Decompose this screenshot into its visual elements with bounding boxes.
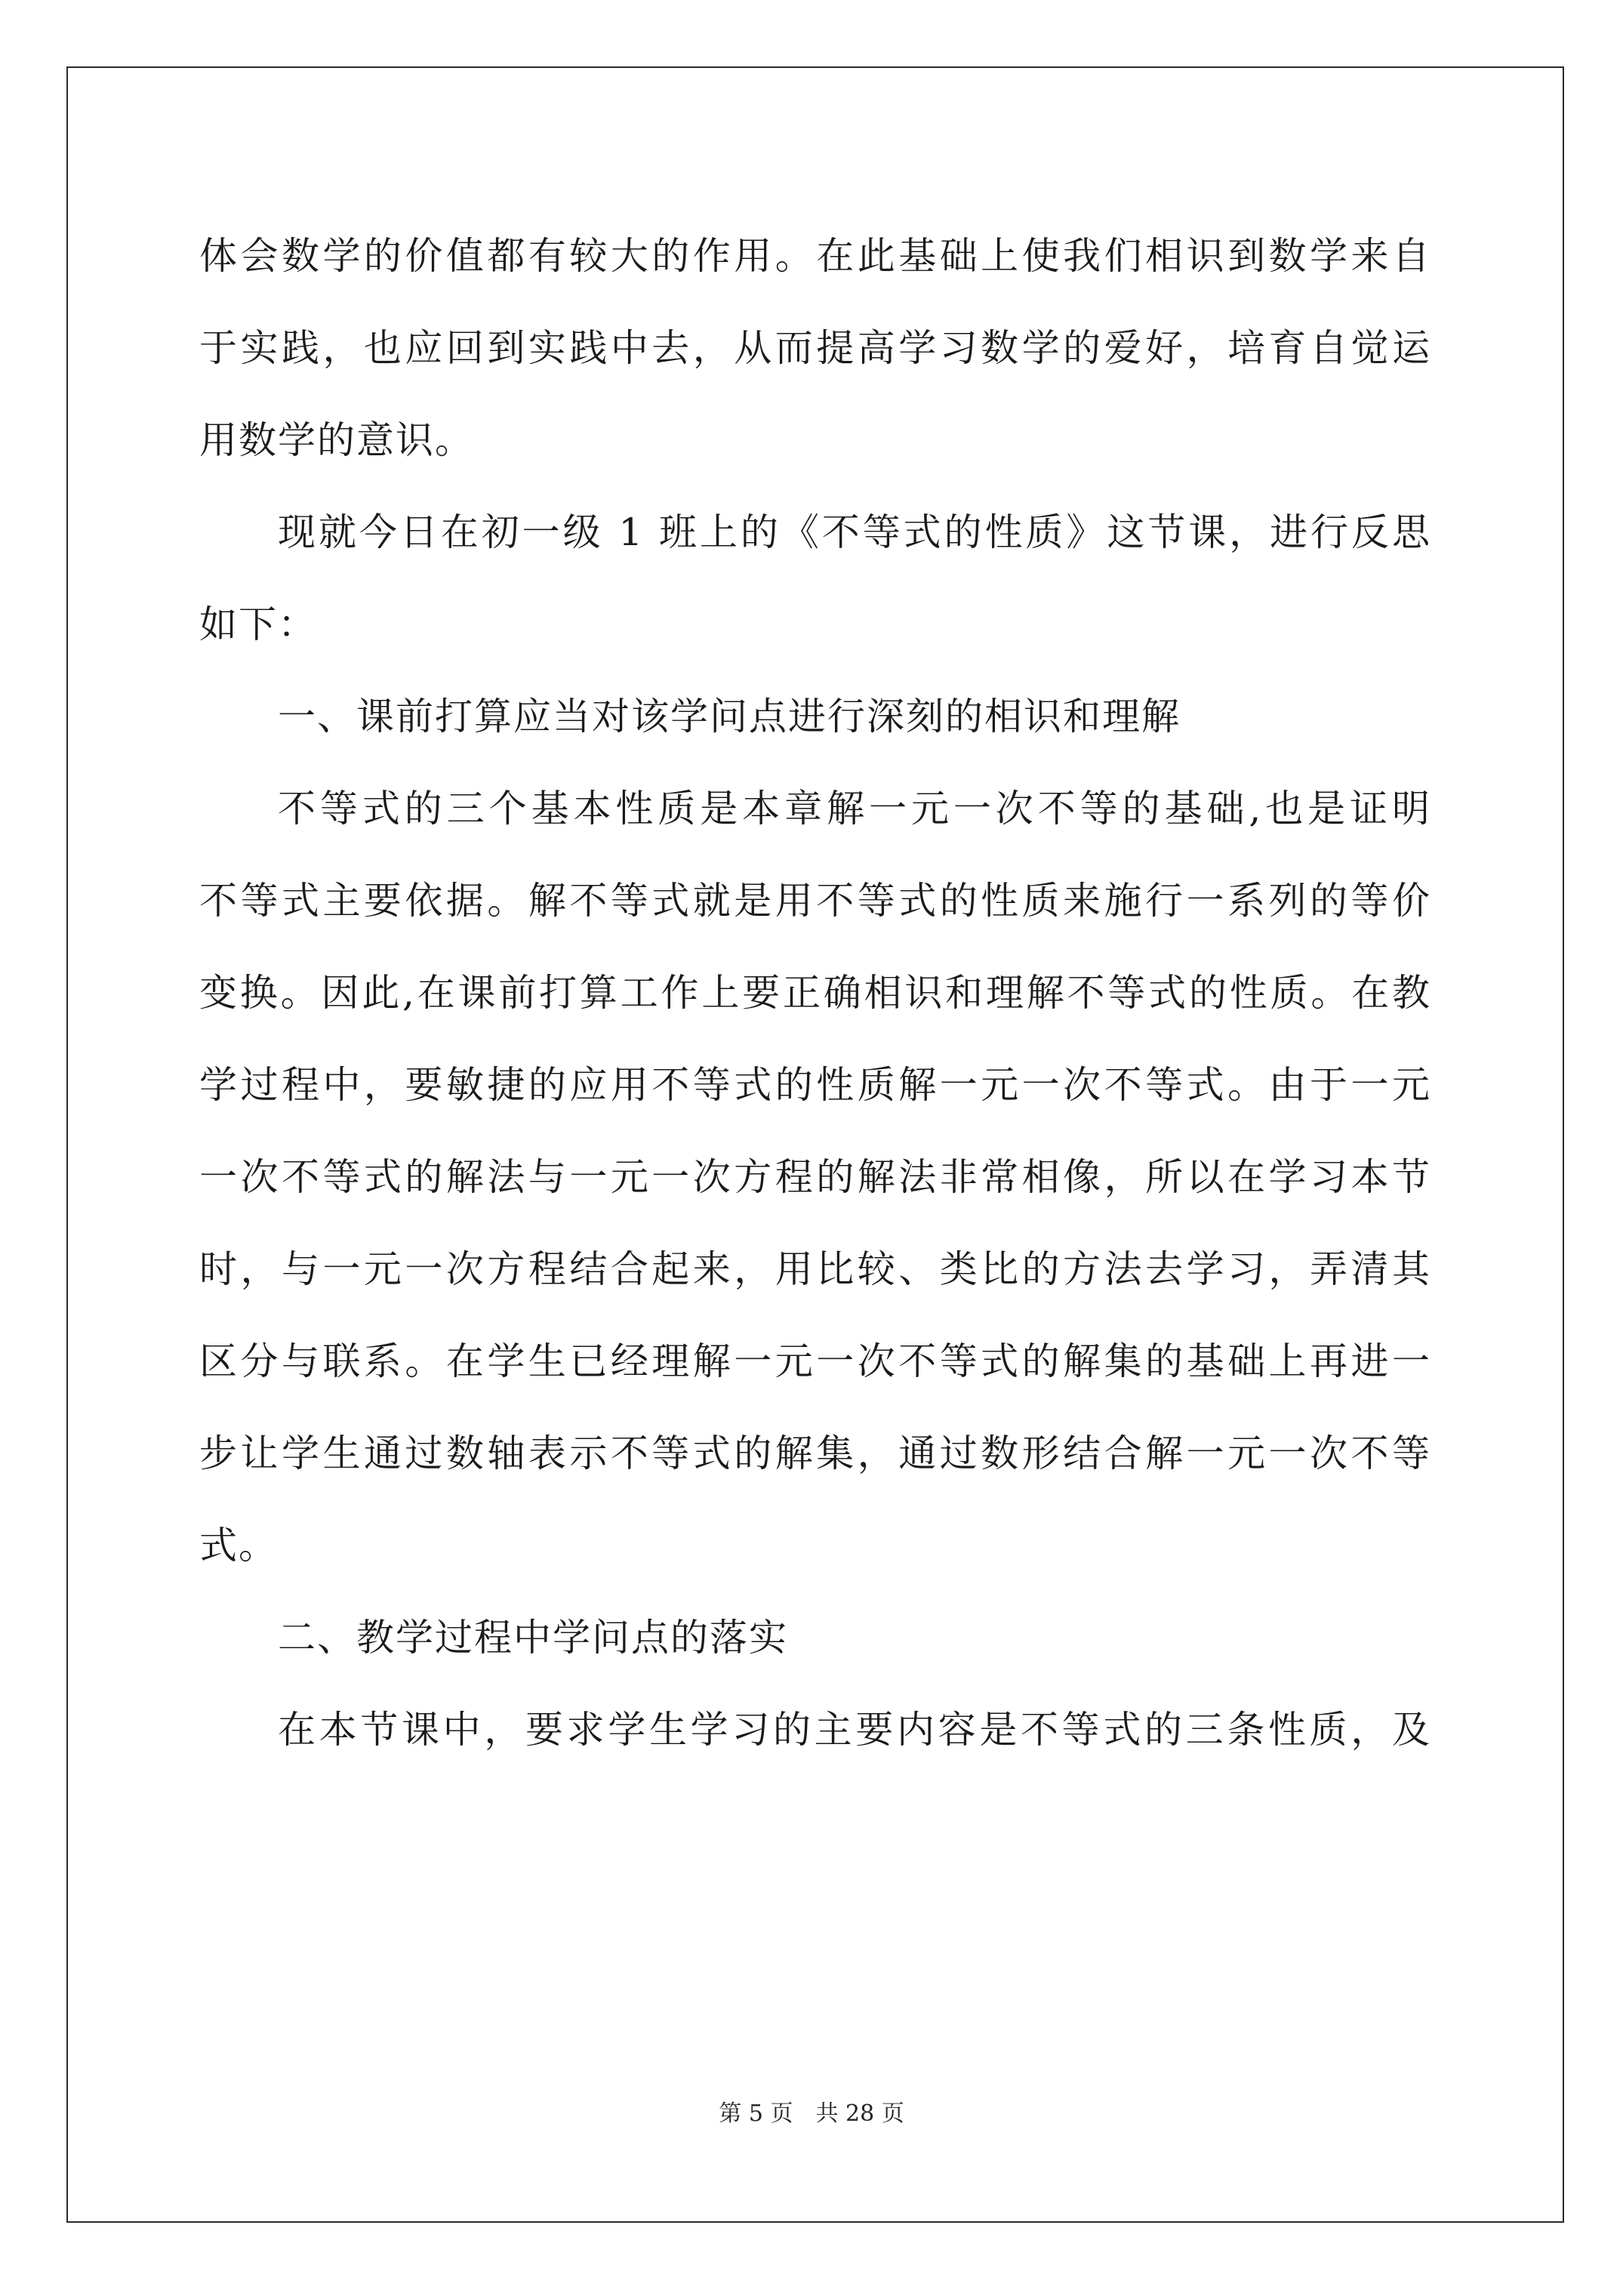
text-line: 不等式主要依据。解不等式就是用不等式的性质来施行一系列的等价 xyxy=(199,879,1431,923)
text-line: 体会数学的价值都有较大的作用。在此基础上使我们相识到数学来自 xyxy=(199,234,1431,278)
text-line: 区分与联系。在学生已经理解一元一次不等式的解集的基础上再进一 xyxy=(199,1339,1431,1383)
paragraph-3 xyxy=(199,763,1431,1592)
text-line: 在本节课中，要求学生学习的主要内容是不等式的三条性质，及 xyxy=(278,1708,1431,1752)
text-line: 时，与一元一次方程结合起来，用比较、类比的方法去学习，弄清其 xyxy=(199,1247,1431,1291)
paragraph-2 xyxy=(199,486,1431,670)
heading-line: 一、课前打算应当对该学问点进行深刻的相识和理解 xyxy=(278,695,1181,738)
page-number-footer: 第 5 页 共 28 页 xyxy=(719,2100,904,2127)
text-line: 于实践，也应回到实践中去，从而提高学习数学的爱好，培育自觉运 xyxy=(199,326,1431,370)
text-line: 不等式的三个基本性质是本章解一元一次不等的基础,也是证明 xyxy=(278,787,1431,831)
document-body xyxy=(199,210,1431,1776)
heading-line: 二、教学过程中学问点的落实 xyxy=(278,1616,788,1660)
text-line: 如下： xyxy=(199,603,317,646)
text-line: 学过程中，要敏捷的应用不等式的性质解一元一次不等式。由于一元 xyxy=(199,1063,1431,1107)
text-line: 式。 xyxy=(199,1524,278,1567)
text-line: 步让学生通过数轴表示不等式的解集，通过数形结合解一元一次不等 xyxy=(199,1432,1431,1475)
text-line: 变换。因此,在课前打算工作上要正确相识和理解不等式的性质。在教 xyxy=(199,971,1431,1015)
section-heading-1 xyxy=(199,670,1431,763)
text-line: 用数学的意识。 xyxy=(199,418,474,462)
paragraph-4 xyxy=(199,1684,1431,1776)
text-line: 一次不等式的解法与一元一次方程的解法非常相像，所以在学习本节 xyxy=(199,1155,1431,1199)
text-line: 现就今日在初一级 1 班上的《不等式的性质》这节课，进行反思 xyxy=(278,510,1431,554)
paragraph-1 xyxy=(199,210,1431,486)
section-heading-2 xyxy=(199,1592,1431,1684)
